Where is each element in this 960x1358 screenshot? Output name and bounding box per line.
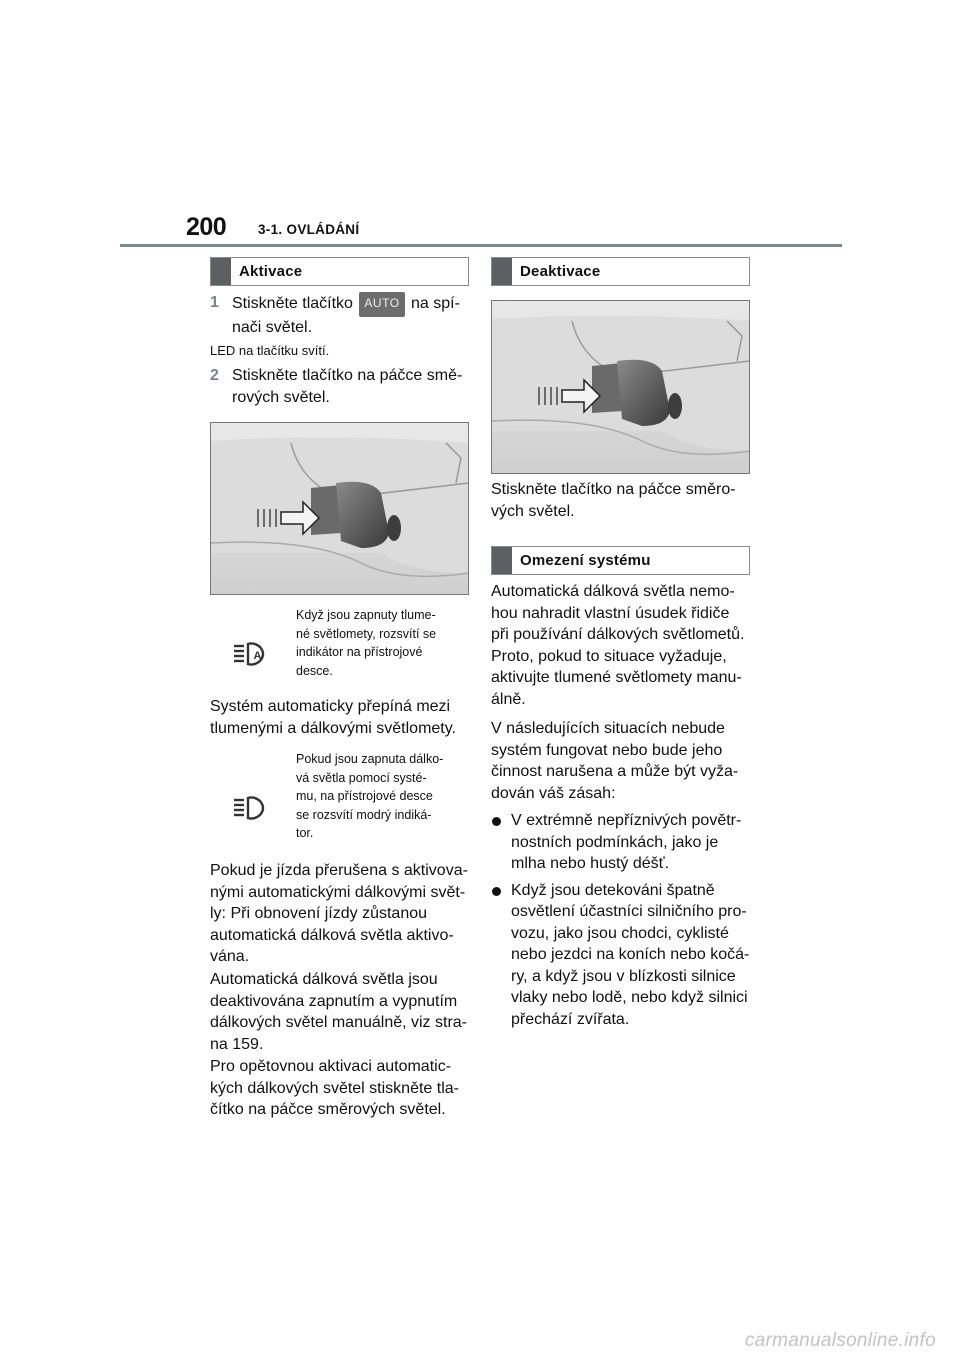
situations-list [491,810,766,1030]
text-line: při používání dálkových světlometů. [491,626,745,643]
paragraph-interruption [210,860,485,968]
text-line: Automatická dálková světla nemo- [491,583,735,600]
text-line: Stiskněte tlačítko na páčce směro- [491,481,736,498]
steering-lever-drawing [211,423,469,595]
text-line: Pro opětovnou aktivaci automatic- [210,1058,452,1075]
text-line: ly: Při obnovení jízdy zůstanou [210,905,428,922]
deactivation-instruction [491,479,766,522]
text-line: Systém automaticky přepíná mezi [210,698,451,715]
indicator-1-note [296,606,471,680]
paragraph-limits [491,581,766,710]
text-line: Automatická dálková světla jsou [210,971,438,988]
deactivation-heading: Deaktivace [520,263,601,280]
text-line: deaktivována zapnutím a vypnutím [210,992,458,1010]
activation-heading: Aktivace [239,263,303,280]
text-line: ry, a když jsou v blízkosti silnice [511,967,736,985]
text-line: vlaky nebo lodě, nebo když silnici [511,989,748,1006]
text-line: čítko na páčce směrových světel. [210,1101,446,1118]
high-beam-icon [232,795,268,826]
indicator-2-line: mu, na přístrojové desce [296,789,433,803]
indicator-2-line: Pokud jsou zapnuta dálko- [296,752,444,766]
step-2 [210,365,502,408]
text-line: vána. [210,948,250,965]
page-number: 200 [186,213,227,241]
led-note: LED na tlačítku svítí. [210,343,330,358]
indicator-1-line: indikátor na přístrojové [296,645,423,659]
text-line: vozu, jako jsou chodci, cyklisté [511,924,729,942]
list-item [491,880,766,1031]
step-2-text-b: rových světel. [232,388,330,406]
watermark: carmanualsonline.info [744,1330,936,1351]
system-limits-heading-box [491,546,750,575]
step-1 [210,292,502,338]
activation-heading-box [210,257,469,286]
indicator-1-line: né světlomety, rozsvítí se [296,626,437,641]
indicator-1-line: desce. [296,663,333,678]
text-line: systém fungovat nebo bude jeho [491,741,723,759]
text-line: mlha nebo hustý déšť. [511,855,670,872]
text-line: dálkových světel manuálně, viz stra- [210,1014,467,1031]
indicator-2-note [296,750,471,843]
text-line: V následujících situacích nebude [491,720,725,737]
lever-illustration-activation [210,422,469,595]
deactivation-heading-box [491,257,750,286]
text-line: álně. [491,690,526,708]
text-line: vých světel. [491,502,575,520]
section-title: 3-1. OVLÁDÁNÍ [258,222,360,237]
step-number: 2 [210,367,219,384]
text-line: Když jsou detekováni špatně [511,881,715,899]
text-line: činnost narušena a může být vyža- [491,763,739,780]
automatic-high-beam-icon [232,641,268,672]
text-line: osvětlení účastníci silničního pro- [511,903,747,920]
text-line: dován váš zásah: [491,784,616,802]
heading-tab [211,258,231,285]
text-line: hou nahradit vlastní úsudek řidiče [491,604,730,622]
lever-illustration-deactivation [491,300,750,474]
step-1-text-b: na spí- [410,295,460,312]
step-number: 1 [210,294,219,311]
step-2-text-a: Stiskněte tlačítko na páčce smě- [232,367,463,384]
paragraph-reactivation [210,1056,485,1121]
indicator-2-line: tor. [296,826,314,840]
indicator-2-line: se rozsvítí modrý indiká- [296,807,432,822]
text-line: na 159. [210,1035,264,1053]
indicator-1-line: Když jsou zapnuty tlume- [296,608,436,622]
list-item [491,810,766,875]
text-line: automatická dálková světla aktivo- [210,926,454,944]
indicator-2-line: vá světla pomocí systé- [296,770,427,785]
step-1-text-c: nači světel. [232,318,313,336]
text-line: nostních podmínkách, jako je [511,833,719,851]
steering-lever-drawing [492,301,750,474]
text-line: kých dálkových světel stiskněte tla- [210,1079,459,1097]
svg-text:A: A [253,650,262,662]
header-rule [120,244,842,247]
paragraph-situations [491,718,766,804]
auto-button-symbol: AUTO [359,292,404,317]
step-1-text-a: Stiskněte tlačítko [232,295,353,312]
system-limits-heading: Omezení systému [520,552,651,569]
text-line: Proto, pokud to situace vyžaduje, [491,647,727,665]
paragraph-auto-switch [210,696,480,739]
text-line: aktivujte tlumené světlomety manu- [491,669,742,686]
paragraph-deactivation-manual [210,969,485,1055]
heading-tab [492,258,512,285]
text-line: tlumenými a dálkovými světlomety. [210,719,456,737]
text-line: Pokud je jízda přerušena s aktivova- [210,862,468,879]
text-line: přechází zvířata. [511,1010,630,1028]
text-line: nými automatickými dálkovými svět- [210,883,466,901]
text-line: V extrémně nepříznivých povětr- [511,812,742,829]
heading-tab [492,547,512,574]
text-line: nebo jezdci na koních nebo kočá- [511,946,750,963]
